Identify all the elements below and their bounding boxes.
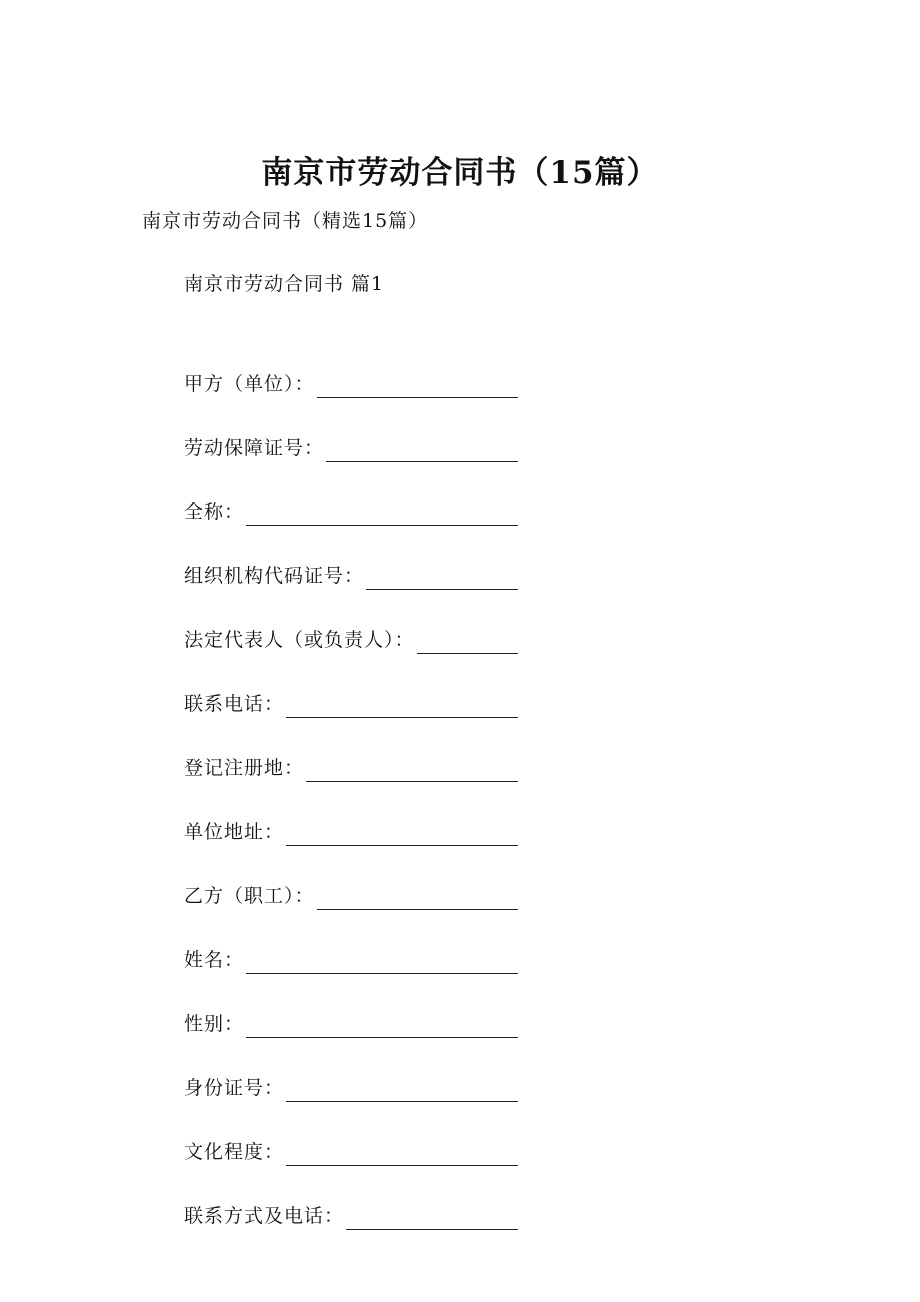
fill-in-blank [346, 1207, 518, 1230]
field-label: 性别： [184, 1013, 245, 1035]
field-label: 文化程度： [184, 1141, 285, 1163]
field-id-number [184, 1038, 518, 1102]
field-party-b [184, 846, 518, 910]
field-gender [184, 974, 518, 1038]
fill-in-blank [246, 503, 518, 526]
field-label: 联系电话： [184, 693, 285, 715]
field-label: 法定代表人（或负责人）： [184, 629, 415, 651]
fill-in-blank [417, 631, 518, 654]
field-label: 组织机构代码证号： [184, 565, 365, 587]
field-legal-representative [184, 590, 518, 654]
fill-in-blank [366, 567, 518, 590]
fill-in-blank [286, 1143, 518, 1166]
field-contact-phone [184, 654, 518, 718]
fill-in-blank [246, 951, 518, 974]
field-label: 单位地址： [184, 821, 285, 843]
fill-in-blank [286, 823, 518, 846]
field-education-level [184, 1102, 518, 1166]
form-fields [184, 334, 518, 1230]
field-label: 联系方式及电话： [184, 1205, 345, 1227]
field-organization-code [184, 526, 518, 590]
fill-in-blank [286, 695, 518, 718]
field-label: 身份证号： [184, 1077, 285, 1099]
field-full-name [184, 462, 518, 526]
fill-in-blank [326, 439, 518, 462]
document-subtitle: 南京市劳动合同书（精选15篇） [142, 210, 429, 232]
fill-in-blank [306, 759, 518, 782]
fill-in-blank [317, 887, 518, 910]
fill-in-blank [246, 1015, 518, 1038]
field-label: 乙方（职工）： [184, 885, 315, 907]
field-label: 姓名： [184, 949, 245, 971]
field-labor-security-number [184, 398, 518, 462]
field-party-a [184, 334, 518, 398]
field-label: 登记注册地： [184, 757, 305, 779]
field-employee-name [184, 910, 518, 974]
field-contact-method [184, 1166, 518, 1230]
document-title: 南京市劳动合同书（15篇） [261, 155, 659, 191]
section-heading: 南京市劳动合同书 篇1 [184, 273, 385, 295]
fill-in-blank [317, 375, 518, 398]
field-label: 甲方（单位）： [184, 373, 315, 395]
field-label: 全称： [184, 501, 245, 523]
fill-in-blank [286, 1079, 518, 1102]
field-label: 劳动保障证号： [184, 437, 325, 459]
field-company-address [184, 782, 518, 846]
field-registration-place [184, 718, 518, 782]
